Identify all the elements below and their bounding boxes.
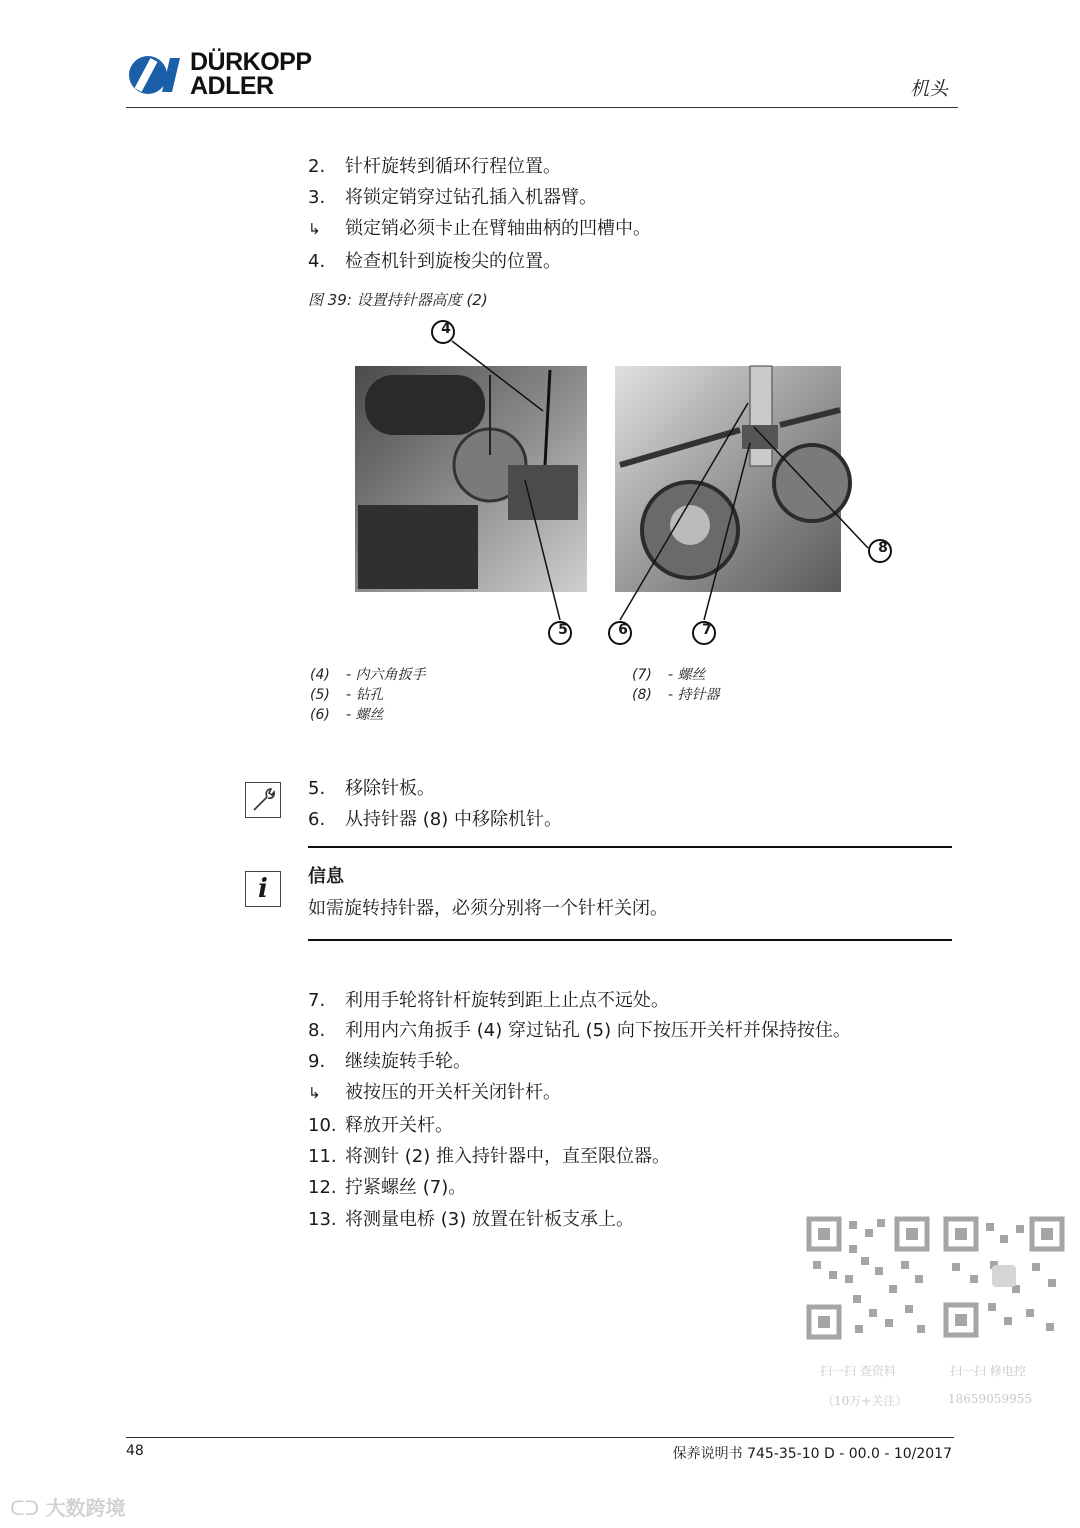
callout-7-label: 7	[702, 622, 712, 638]
result-arrow-icon: ↳	[308, 1084, 321, 1102]
wrench-icon	[245, 782, 281, 818]
step-number: 8.	[308, 1020, 326, 1041]
callout-6-label: 6	[618, 622, 628, 638]
step-number: 6.	[308, 809, 326, 830]
callout-5-label: 5	[558, 622, 568, 638]
step-item	[308, 774, 435, 800]
info-icon: i	[245, 871, 281, 907]
legend-key: (5)	[310, 687, 330, 703]
header-divider	[126, 107, 958, 108]
step-item	[308, 183, 597, 209]
step-text: 针杆旋转到循环行程位置。	[345, 156, 561, 177]
brand-line-2: ADLER	[190, 72, 274, 100]
step-item	[308, 986, 669, 1012]
info-title: 信息	[308, 866, 344, 887]
step-text: 从持针器 (8) 中移除机针。	[345, 809, 562, 830]
legend-text: - 钻孔	[346, 687, 384, 703]
step-number: 11.	[308, 1146, 337, 1167]
step-number: 5.	[308, 778, 326, 799]
brand-line-1: DÜRKOPP	[190, 48, 312, 76]
step-number: 7.	[308, 990, 326, 1011]
step-item	[308, 247, 561, 273]
step-number: 12.	[308, 1177, 337, 1198]
callout-4-label: 4	[441, 321, 451, 337]
info-top-rule	[308, 846, 952, 848]
step-text: 释放开关杆。	[345, 1115, 453, 1136]
step-text: 移除针板。	[345, 778, 435, 799]
legend-key: (4)	[310, 667, 330, 683]
watermark-text: 大数跨境	[45, 1496, 126, 1520]
legend-text: - 持针器	[668, 687, 720, 703]
qr-left-label: 扫一扫 查资料	[820, 1364, 896, 1378]
step-number: 10.	[308, 1115, 337, 1136]
page-number: 48	[126, 1443, 144, 1459]
step-item	[308, 805, 562, 831]
legend-text: - 螺丝	[346, 707, 384, 723]
step-item	[308, 1111, 453, 1137]
step-text: 将测针 (2) 推入持针器中，直至限位器。	[345, 1146, 670, 1167]
info-text: 如需旋转持针器，必须分别将一个针杆关闭。	[308, 898, 668, 919]
document-id: 保养说明书 745-35-10 D - 00.0 - 10/2017	[672, 1446, 952, 1462]
step-text: 利用手轮将针杆旋转到距上止点不远处。	[345, 990, 669, 1011]
legend-key: (7)	[632, 667, 652, 683]
callout-8-label: 8	[878, 540, 888, 556]
step-text: 被按压的开关杆关闭针杆。	[345, 1082, 561, 1103]
footer-divider	[126, 1437, 954, 1438]
step-text: 继续旋转手轮。	[345, 1051, 471, 1072]
step-text: 将测量电桥 (3) 放置在针板支承上。	[345, 1209, 634, 1230]
step-result	[308, 1078, 561, 1104]
legend-item	[310, 684, 384, 704]
legend-text: - 内六角扳手	[346, 667, 426, 683]
legend-item	[632, 664, 706, 684]
step-number: 4.	[308, 251, 326, 272]
legend-key: (8)	[632, 687, 652, 703]
step-text: 检查机针到旋梭尖的位置。	[345, 251, 561, 272]
brand-logo-mark	[128, 52, 186, 98]
info-bottom-rule	[308, 939, 952, 941]
step-text: 锁定销必须卡止在臂轴曲柄的凹槽中。	[345, 218, 651, 239]
step-item	[308, 1142, 670, 1168]
section-title: 机头	[910, 78, 949, 100]
legend-key: (6)	[310, 707, 330, 723]
qr-right-sub: 18659059955	[948, 1392, 1032, 1406]
result-arrow-icon: ↳	[308, 220, 321, 238]
legend-item	[310, 664, 426, 684]
step-item	[308, 1205, 634, 1231]
step-number: 13.	[308, 1209, 337, 1230]
step-item	[308, 152, 561, 178]
step-item	[308, 1173, 466, 1199]
watermark-logo-icon: ᑕᑐ	[10, 1496, 46, 1520]
step-number: 2.	[308, 156, 326, 177]
brand-logo-text	[190, 50, 312, 98]
step-item	[308, 1047, 471, 1073]
step-text: 利用内六角扳手 (4) 穿过钻孔 (5) 向下按压开关杆并保持按住。	[345, 1020, 851, 1041]
qr-left-sub: （10万+关注）	[822, 1394, 908, 1408]
watermark	[10, 1492, 126, 1521]
step-text: 拧紧螺丝 (7)。	[345, 1177, 467, 1198]
qr-code-left	[805, 1215, 931, 1341]
step-text: 将锁定销穿过钻孔插入机器臂。	[345, 187, 597, 208]
step-result	[308, 214, 651, 240]
legend-text: - 螺丝	[668, 667, 706, 683]
qr-right-label: 扫一扫 修电控	[950, 1364, 1026, 1378]
figure-illustration	[340, 315, 920, 660]
figure-caption: 图 39: 设置持针器高度 (2)	[308, 291, 488, 309]
legend-item	[310, 704, 384, 724]
step-item	[308, 1016, 851, 1042]
qr-code-right	[942, 1215, 1066, 1339]
legend-item	[632, 684, 720, 704]
step-number: 9.	[308, 1051, 326, 1072]
step-number: 3.	[308, 187, 326, 208]
